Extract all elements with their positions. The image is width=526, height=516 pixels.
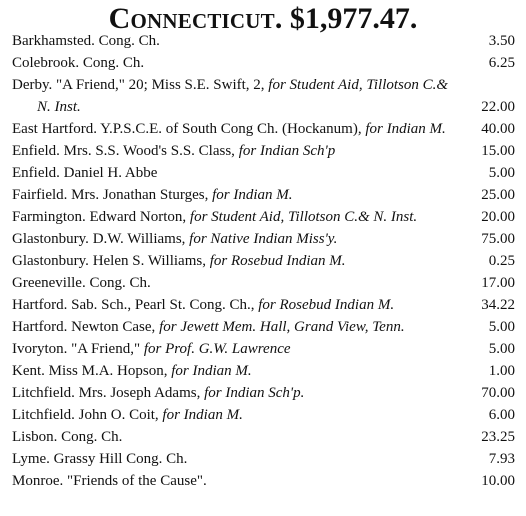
entry-place: Enfield. xyxy=(12,143,60,159)
entry-donor: Newton Case, xyxy=(67,319,160,335)
entry-description xyxy=(12,338,471,360)
entry-description xyxy=(12,52,471,74)
entry-amount: 23.25 xyxy=(481,429,515,445)
entry-description xyxy=(12,30,471,52)
donation-entry xyxy=(0,140,526,162)
entry-purpose: for Indian M. xyxy=(212,187,293,203)
entry-donor: John O. Coit, xyxy=(74,407,163,423)
entry-purpose: for Student Aid, Tillotson C.& N. Inst. xyxy=(37,77,449,115)
entry-amount: 3.50 xyxy=(488,33,515,49)
donation-entry xyxy=(0,382,526,404)
entry-description xyxy=(12,206,471,228)
donation-entry xyxy=(0,206,526,228)
entry-description xyxy=(12,250,471,272)
donation-entry xyxy=(0,426,526,448)
entry-amount: 40.00 xyxy=(481,121,515,137)
entry-purpose: for Rosebud Indian M. xyxy=(258,297,395,313)
entry-description xyxy=(12,404,471,426)
entry-donor: Miss M.A. Hopson, xyxy=(44,363,172,379)
entry-donor: "A Friend," 20; Miss S.E. Swift, 2, xyxy=(52,77,269,93)
entry-place: Fairfield. xyxy=(12,187,68,203)
entry-purpose: for Indian M. xyxy=(365,121,446,137)
entry-place: Monroe. xyxy=(12,473,64,489)
entry-place: Glastonbury. xyxy=(12,231,89,247)
entry-place: Litchfield. xyxy=(12,385,75,401)
entry-donor: Cong. Ch. xyxy=(79,55,145,71)
entry-place: Lyme. xyxy=(12,451,50,467)
donation-entry xyxy=(0,118,526,140)
entry-place: Enfield. xyxy=(12,165,60,181)
donation-entry xyxy=(0,316,526,338)
entry-amount: 15.00 xyxy=(481,143,515,159)
entry-donor: "A Friend," xyxy=(67,341,144,357)
entry-place: Hartford. xyxy=(12,297,68,313)
donation-entry xyxy=(0,74,526,118)
entry-description xyxy=(12,272,471,294)
state-name: Connecticut xyxy=(108,2,275,35)
donation-entry xyxy=(0,338,526,360)
section-heading xyxy=(0,0,526,35)
entry-amount: 5.00 xyxy=(488,319,515,335)
donation-list xyxy=(0,30,526,492)
entry-description xyxy=(12,448,471,470)
entry-amount: 0.25 xyxy=(488,253,515,269)
entry-donor: "Friends of the Cause". xyxy=(63,473,207,489)
entry-description xyxy=(12,140,471,162)
entry-amount: 22.00 xyxy=(481,99,515,115)
entry-description xyxy=(12,382,471,404)
entry-donor: Edward Norton, xyxy=(85,209,190,225)
entry-purpose: for Student Aid, Tillotson C.& N. Inst. xyxy=(189,209,418,225)
entry-description xyxy=(12,184,471,206)
entry-donor: Daniel H. Abbe xyxy=(59,165,158,181)
donation-entry xyxy=(0,162,526,184)
entry-place: Greeneville. xyxy=(12,275,86,291)
entry-place: Ivoryton. xyxy=(12,341,68,357)
entry-amount: 7.93 xyxy=(488,451,515,467)
donation-entry xyxy=(0,404,526,426)
entry-amount: 1.00 xyxy=(488,363,515,379)
entry-purpose: for Indian Sch'p. xyxy=(204,385,305,401)
state-total: . $1,977.47. xyxy=(274,2,418,35)
entry-amount: 20.00 xyxy=(481,209,515,225)
donation-entry xyxy=(0,52,526,74)
entry-amount: 17.00 xyxy=(481,275,515,291)
entry-place: Colebrook. xyxy=(12,55,80,71)
entry-purpose: for Indian M. xyxy=(171,363,252,379)
entry-place: Kent. xyxy=(12,363,45,379)
entry-place: East Hartford. xyxy=(12,121,97,137)
entry-description xyxy=(12,470,471,492)
entry-donor: Cong. Ch. xyxy=(94,33,160,49)
donation-entry xyxy=(0,360,526,382)
entry-donor: Grassy Hill Cong. Ch. xyxy=(49,451,188,467)
entry-description xyxy=(12,118,471,140)
donation-entry xyxy=(0,470,526,492)
entry-place: Barkhamsted. xyxy=(12,33,95,49)
entry-donor: Mrs. S.S. Wood's S.S. Class, xyxy=(59,143,239,159)
donation-entry xyxy=(0,250,526,272)
entry-amount: 75.00 xyxy=(481,231,515,247)
entry-amount: 5.00 xyxy=(488,341,515,357)
entry-description xyxy=(12,294,471,316)
entry-donor: Sab. Sch., Pearl St. Cong. Ch., xyxy=(67,297,259,313)
entry-donor: Mrs. Jonathan Sturges, xyxy=(67,187,213,203)
entry-amount: 6.00 xyxy=(488,407,515,423)
entry-description xyxy=(12,426,471,448)
entry-donor: Mrs. Joseph Adams, xyxy=(74,385,205,401)
entry-purpose: for Prof. G.W. Lawrence xyxy=(143,341,291,357)
entry-description xyxy=(12,74,471,118)
entry-amount: 10.00 xyxy=(481,473,515,489)
entry-donor: Y.P.S.C.E. of South Cong Ch. (Hockanum), xyxy=(96,121,366,137)
donation-entry xyxy=(0,272,526,294)
entry-purpose: for Rosebud Indian M. xyxy=(209,253,346,269)
entry-place: Hartford. xyxy=(12,319,68,335)
entry-amount: 5.00 xyxy=(488,165,515,181)
entry-donor: Cong. Ch. xyxy=(85,275,151,291)
entry-place: Litchfield. xyxy=(12,407,75,423)
entry-donor: D.W. Williams, xyxy=(88,231,190,247)
donation-entry xyxy=(0,228,526,250)
donation-entry xyxy=(0,448,526,470)
donation-entry xyxy=(0,294,526,316)
entry-purpose: for Indian M. xyxy=(162,407,243,423)
entry-description xyxy=(12,316,471,338)
donation-entry xyxy=(0,30,526,52)
entry-donor: Cong. Ch. xyxy=(57,429,123,445)
donation-entry xyxy=(0,184,526,206)
entry-place: Farmington. xyxy=(12,209,86,225)
entry-purpose: for Jewett Mem. Hall, Grand View, Tenn. xyxy=(159,319,405,335)
entry-amount: 6.25 xyxy=(488,55,515,71)
entry-purpose: for Native Indian Miss'y. xyxy=(189,231,338,247)
entry-purpose: for Indian Sch'p xyxy=(238,143,336,159)
entry-amount: 25.00 xyxy=(481,187,515,203)
entry-description xyxy=(12,360,471,382)
entry-place: Glastonbury. xyxy=(12,253,89,269)
entry-description xyxy=(12,162,471,184)
entry-place: Lisbon. xyxy=(12,429,58,445)
entry-amount: 70.00 xyxy=(481,385,515,401)
entry-description xyxy=(12,228,471,250)
entry-donor: Helen S. Williams, xyxy=(88,253,210,269)
entry-place: Derby. xyxy=(12,77,53,93)
entry-amount: 34.22 xyxy=(481,297,515,313)
